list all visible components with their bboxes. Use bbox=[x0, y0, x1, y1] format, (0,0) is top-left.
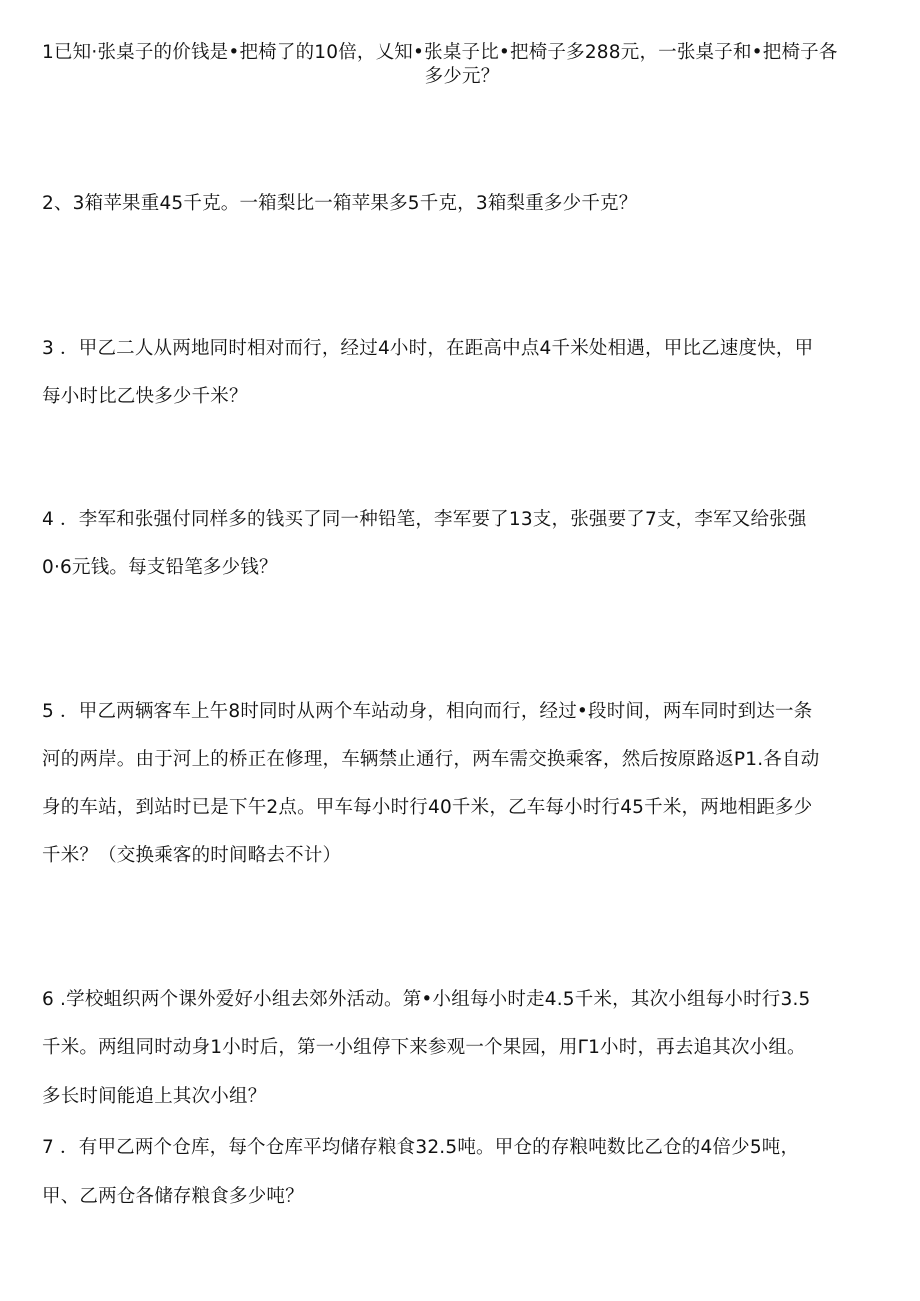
problem-5-line-2: 河的两岸。由于河上的桥正在修理，车辆禁止通行，两车需交换乘客，然后按原路返P1.各自动 bbox=[42, 749, 820, 770]
problem-3-line-1: 3 ．甲乙二人从两地同时相对而行，经过4小时，在距高中点4千米处相遇，甲比乙速度快，甲 bbox=[42, 338, 814, 359]
problem-6-line-1: 6 .学校蛆织两个课外爱好小组去郊外活动。第•小组每小时走4.5千米，其次小组每小时行3.5 bbox=[42, 989, 811, 1010]
problem-6-line-3: 多长时间能追上其次小组？ bbox=[42, 1086, 267, 1107]
problem-3-line-2: 每小时比乙快多少千米？ bbox=[42, 386, 248, 407]
problem-5-line-4: 千米？（交换乘客的时间略去不计） bbox=[42, 845, 342, 866]
problem-1-line-2: 多少元？ bbox=[424, 66, 500, 87]
problem-4-line-1: 4 ．李军和张强付同样多的钱买了同一种铅笔，李军要了13支，张强要了7支，李军又给张强 bbox=[42, 509, 807, 530]
problem-2-line-1: 2、3箱苹果重45千克。一箱梨比一箱苹果多5千克，3箱梨重多少千克？ bbox=[42, 193, 638, 214]
problem-6-line-2: 千米。两组同时动身1小时后，第一小组停下来参观一个果园，用Γ1小时，再去追其次小组。 bbox=[42, 1037, 806, 1058]
problem-7-line-1: 7 ．有甲乙两个仓库，每个仓库平均储存粮食32.5吨。甲仓的存粮吨数比乙仓的4倍少5吨， bbox=[42, 1137, 800, 1158]
problem-4-line-2: 0·6元钱。每支铅笔多少钱？ bbox=[42, 557, 278, 578]
problem-5-line-1: 5 ．甲乙两辆客车上午8时同时从两个车站动身，相向而行，经过•段时间，两车同时到达一条 bbox=[42, 701, 813, 722]
problem-1-line-1: 1已知·张桌子的价钱是•把椅了的10倍，乂知•张桌子比•把椅子多288元，一张桌子和•把椅子各 bbox=[42, 42, 838, 63]
problem-7-line-2: 甲、乙两仓各储存粮食多少吨？ bbox=[42, 1186, 304, 1207]
problem-5-line-3: 身的车站，到站时已是下午2点。甲车每小时行40千米，乙车每小时行45千米，两地相距多少 bbox=[42, 797, 813, 818]
